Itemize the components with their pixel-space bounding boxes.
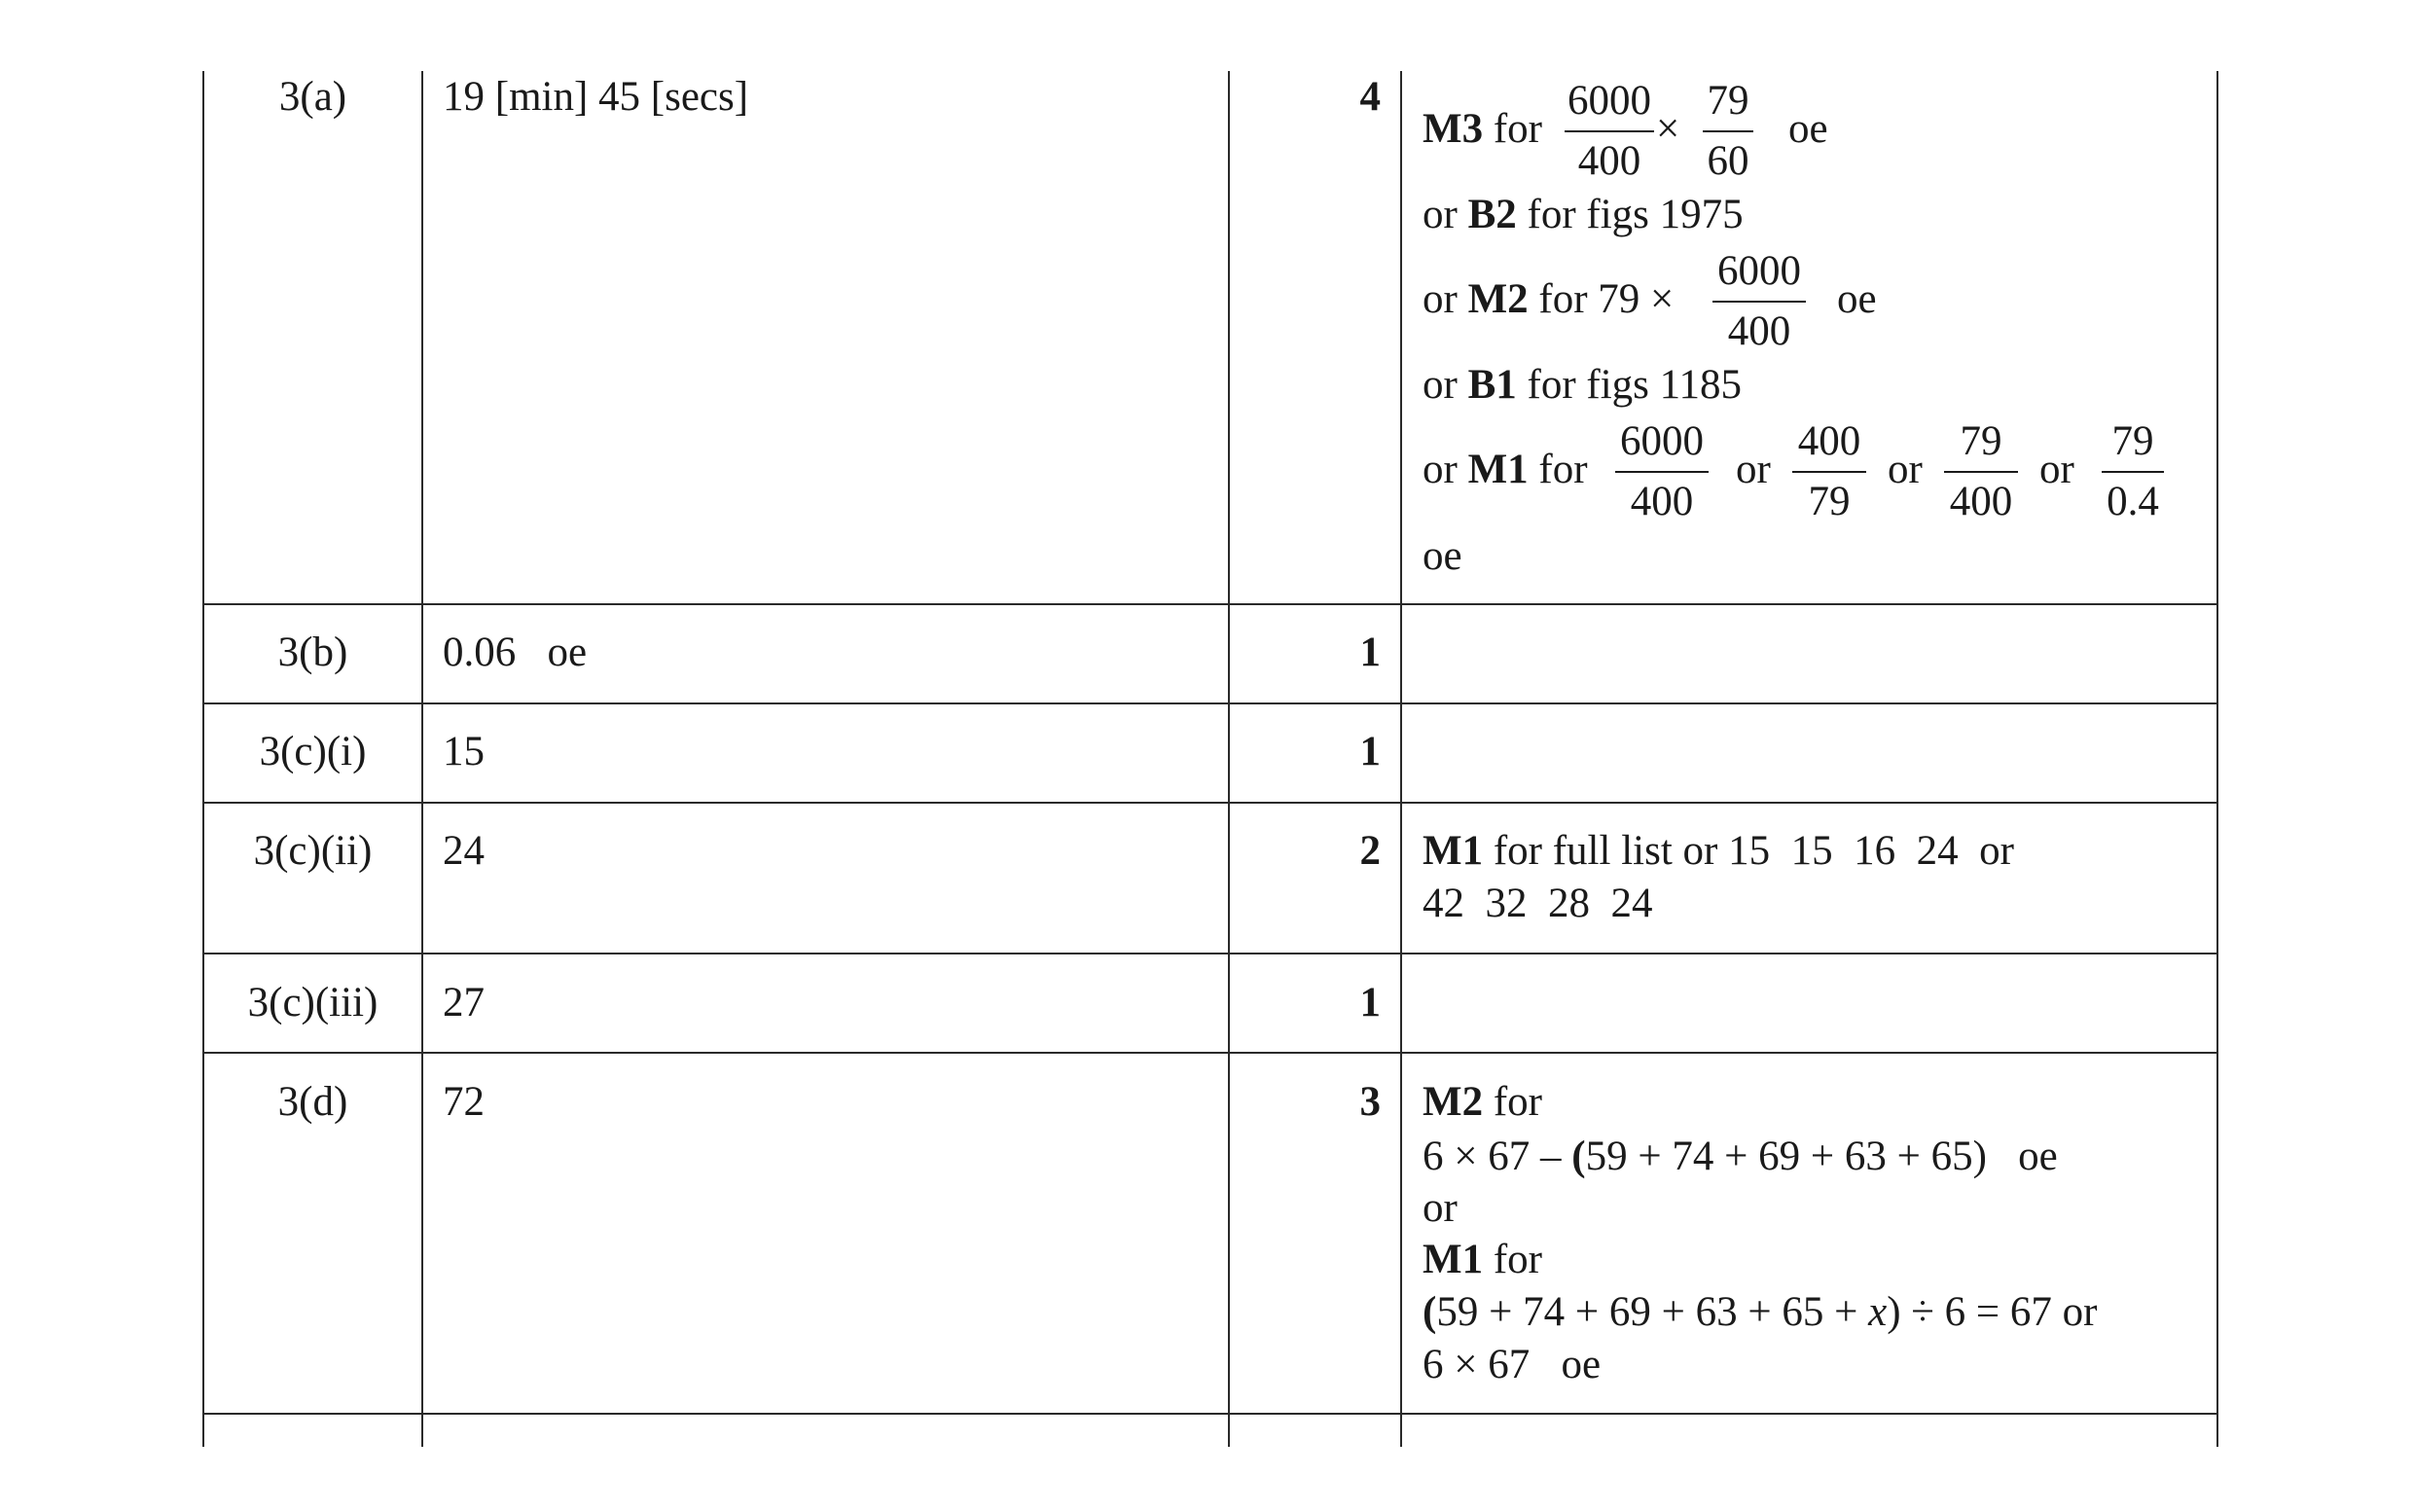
answer-cell: 0.06 oe bbox=[443, 630, 588, 675]
numerator: 79 bbox=[1944, 416, 2018, 473]
method-code: M1 bbox=[1423, 828, 1484, 874]
marks-cell: 1 bbox=[1359, 729, 1381, 774]
method-code: B2 bbox=[1467, 192, 1517, 237]
answer-cell: 15 bbox=[443, 729, 485, 774]
guidance-line bbox=[1423, 1131, 2058, 1183]
guidance-text: for bbox=[1493, 1079, 1542, 1125]
guidance-text: oe bbox=[1788, 106, 1828, 152]
guidance-line bbox=[1423, 825, 2014, 878]
guidance-line bbox=[1423, 1234, 1542, 1286]
answer-cell: 72 bbox=[443, 1079, 485, 1125]
guidance-line: 6 × 67 oe bbox=[1423, 1342, 1602, 1387]
guidance-text: for 79 × bbox=[1538, 276, 1675, 322]
numerator: 6000 bbox=[1565, 76, 1654, 132]
marks-cell: 3 bbox=[1359, 1079, 1381, 1125]
fraction bbox=[1703, 76, 1753, 191]
numerator: 400 bbox=[1792, 416, 1866, 473]
guidance-line bbox=[1423, 191, 1744, 238]
guidance-text: oe bbox=[1837, 276, 1877, 322]
variable: x bbox=[1868, 1289, 1888, 1335]
denominator: 400 bbox=[1727, 308, 1791, 354]
guidance-line bbox=[1423, 361, 1742, 409]
guidance-text: for figs 1185 bbox=[1527, 362, 1743, 408]
method-code: M1 bbox=[1423, 1237, 1484, 1282]
guidance-text: for figs 1975 bbox=[1527, 192, 1744, 237]
part-label: 3(d) bbox=[277, 1079, 348, 1125]
part-label: 3(c)(ii) bbox=[253, 828, 373, 874]
guidance-line bbox=[1423, 1076, 1542, 1129]
guidance-text: or bbox=[2039, 447, 2074, 492]
guidance-text: or bbox=[1423, 362, 1458, 408]
guidance-line bbox=[1423, 1286, 2097, 1339]
guidance-text: or bbox=[1888, 447, 1923, 492]
guidance-text: for bbox=[1493, 1237, 1542, 1282]
row-border bbox=[202, 953, 2218, 954]
numerator: 6000 bbox=[1712, 246, 1806, 303]
bold-paren: ( bbox=[1423, 1289, 1437, 1335]
numerator: 79 bbox=[1703, 76, 1753, 132]
fraction bbox=[1615, 416, 1709, 531]
numerator: 79 bbox=[2102, 416, 2164, 473]
answer-cell: 19 [min] 45 [secs] bbox=[443, 74, 749, 120]
column-border-right bbox=[2216, 71, 2218, 1447]
denominator: 79 bbox=[1808, 479, 1851, 524]
row-border bbox=[202, 603, 2218, 605]
part-label: 3(a) bbox=[278, 74, 347, 120]
row-border bbox=[202, 702, 2218, 704]
guidance-text: or bbox=[1423, 192, 1458, 237]
bold-paren: ( bbox=[1571, 1134, 1586, 1179]
guidance-text: or bbox=[1736, 447, 1771, 492]
method-code: M2 bbox=[1467, 276, 1529, 322]
part-label: 3(b) bbox=[277, 630, 348, 675]
fraction bbox=[1792, 416, 1866, 531]
row-border bbox=[202, 802, 2218, 804]
method-code: B1 bbox=[1467, 362, 1517, 408]
guidance-line bbox=[1423, 275, 1674, 323]
guidance-line: or bbox=[1423, 1185, 1458, 1231]
denominator: 400 bbox=[1630, 479, 1694, 524]
part-label: 3(c)(i) bbox=[259, 729, 367, 774]
denominator: 60 bbox=[1707, 138, 1749, 184]
guidance-text: or bbox=[1423, 276, 1458, 322]
times-sign: × bbox=[1656, 106, 1680, 152]
fraction bbox=[2102, 416, 2164, 531]
fraction bbox=[1944, 416, 2018, 531]
guidance-text: 59 + 74 + 69 + 63 + 65) oe bbox=[1585, 1134, 2058, 1179]
answer-cell: 27 bbox=[443, 980, 485, 1026]
marks-cell: 1 bbox=[1359, 980, 1381, 1026]
fraction bbox=[1565, 76, 1654, 191]
row-border bbox=[202, 1413, 2218, 1415]
guidance-text: 59 + 74 + 69 + 63 + 65 + bbox=[1436, 1289, 1869, 1335]
marks-cell: 4 bbox=[1359, 74, 1381, 120]
numerator: 6000 bbox=[1615, 416, 1709, 473]
guidance-text: 6 × 67 – bbox=[1423, 1134, 1572, 1179]
guidance-text: or bbox=[1423, 447, 1458, 492]
marks-cell: 1 bbox=[1359, 630, 1381, 675]
column-border-part bbox=[421, 71, 423, 1447]
guidance-line bbox=[1423, 105, 1542, 153]
fraction bbox=[1712, 246, 1806, 361]
guidance-text: for full list or 15 15 16 24 or bbox=[1493, 828, 2014, 874]
column-border-marks bbox=[1400, 71, 1402, 1447]
part-label: 3(c)(iii) bbox=[247, 980, 378, 1026]
row-border bbox=[202, 1052, 2218, 1054]
answer-cell: 24 bbox=[443, 828, 485, 874]
guidance-line: 42 32 28 24 bbox=[1423, 881, 1653, 926]
marks-cell: 2 bbox=[1359, 828, 1381, 874]
guidance-text: oe bbox=[1423, 533, 1462, 579]
method-code: M3 bbox=[1423, 106, 1484, 152]
denominator: 0.4 bbox=[2107, 479, 2159, 524]
method-code: M2 bbox=[1423, 1079, 1484, 1125]
guidance-text: for bbox=[1538, 447, 1588, 492]
guidance-line bbox=[1423, 446, 1588, 493]
denominator: 400 bbox=[1949, 479, 2013, 524]
method-code: M1 bbox=[1467, 447, 1529, 492]
guidance-text: ) ÷ 6 = 67 or bbox=[1887, 1289, 2098, 1335]
guidance-text: for bbox=[1493, 106, 1542, 152]
denominator: 400 bbox=[1577, 138, 1641, 184]
